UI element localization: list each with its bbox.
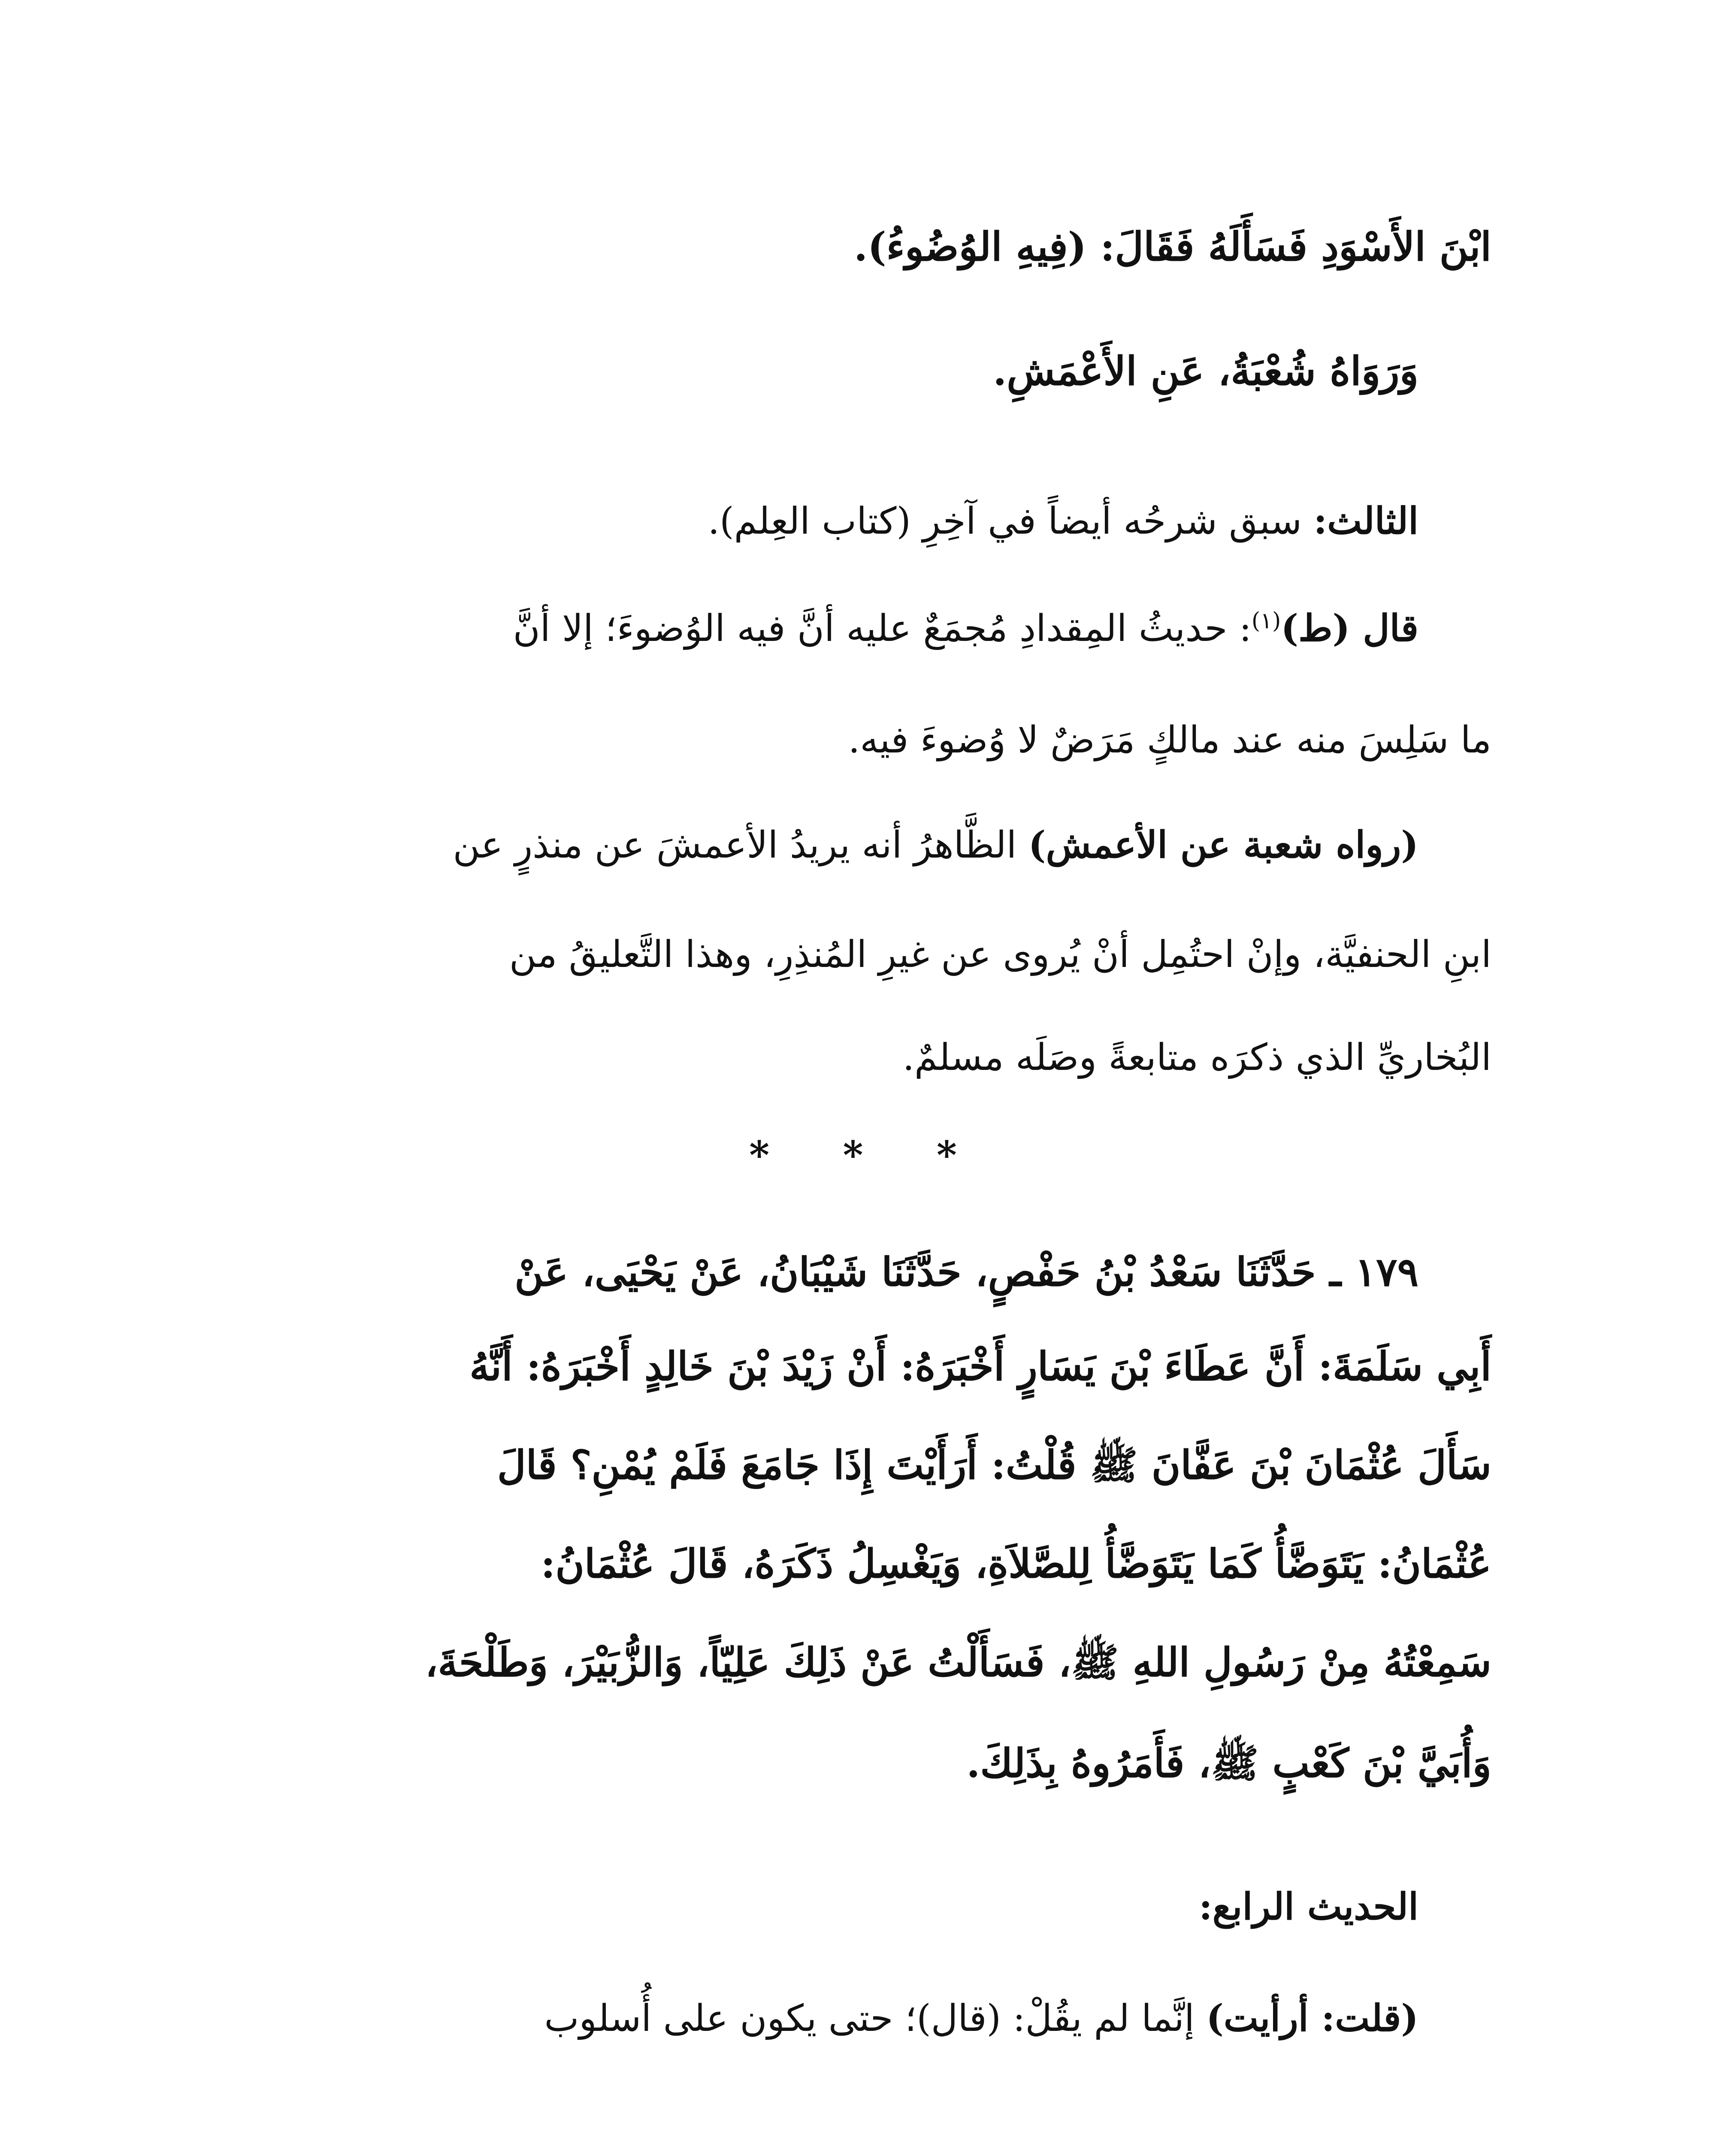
hadith-quote-line-1: ابْنَ الأَسْوَدِ فَسَأَلَهُ فَقَالَ: (فِيهِ الوُضُوءُ). bbox=[854, 224, 1491, 270]
hadith-179-line-3: سَأَلَ عُثْمَانَ بْنَ عَفَّانَ ﷺ قُلْتُ: أَرَأَيْتَ إِذَا جَامَعَ فَلَمْ يُمْنِ؟ قَالَ bbox=[497, 1442, 1491, 1488]
commentary-qal-line-1 bbox=[240, 601, 1418, 656]
section-separator: * * * bbox=[749, 1133, 987, 1178]
qal-text-1: : حديثُ المِقدادِ مُجمَعٌ عليه أنَّ فيه الوُضوءَ؛ إلا أنَّ bbox=[513, 607, 1252, 650]
third-text: سبق شرحُه أيضاً في آخِرِ (كتاب العِلم). bbox=[708, 500, 1314, 543]
third-label: الثالث: bbox=[1313, 499, 1418, 543]
qal-label: قال (ط) bbox=[1281, 607, 1418, 650]
section-heading-fourth-hadith: الحديث الرابع: bbox=[1199, 1885, 1418, 1928]
hadith-179-line-4: عُثْمَانُ: يَتَوَضَّأُ كَمَا يَتَوَضَّأُ لِلصَّلاَةِ، وَيَغْسِلُ ذَكَرَهُ، قَالَ عُثْمَانُ: bbox=[541, 1541, 1491, 1587]
hadith-quote-line-2: وَرَوَاهُ شُعْبَةُ، عَنِ الأَعْمَشِ. bbox=[993, 348, 1418, 394]
commentary-rawah-line-2: ابنِ الحنفيَّة، وإنْ احتُمِل أنْ يُروى عن غيرِ المُنذِرِ، وهذا التَّعليقُ من bbox=[509, 933, 1491, 976]
commentary-third-line bbox=[240, 493, 1418, 549]
qult-label: (قلت: أرأيت) bbox=[1206, 1997, 1418, 2040]
rawah-text-1: الظَّاهرُ أنه يريدُ الأعمشَ عن منذرٍ عن bbox=[453, 824, 1028, 867]
commentary-qult-line bbox=[240, 1991, 1418, 2046]
hadith-179-line-1: ١٧٩ ـ حَدَّثَنَا سَعْدُ بْنُ حَفْصٍ، حَدَّثَنَا شَيْبَانُ، عَنْ يَحْيَى، عَنْ bbox=[514, 1249, 1418, 1295]
commentary-rawah-line-1 bbox=[240, 817, 1418, 873]
commentary-qal-line-2: ما سَلِسَ منه عند مالكٍ مَرَضٌ لا وُضوءَ فيه. bbox=[848, 719, 1491, 761]
qult-text: إنَّما لم يقُلْ: (قال)؛ حتى يكون على أُسلوب bbox=[544, 1997, 1207, 2040]
hadith-179-line-2: أَبِي سَلَمَةَ: أَنَّ عَطَاءَ بْنَ يَسَارٍ أَخْبَرَهُ: أَنْ زَيْدَ بْنَ خَالِدٍ أَخْبَرَهُ: أَنَّهُ bbox=[469, 1343, 1491, 1390]
hadith-179-line-6: وَأُبَيَّ بْنَ كَعْبٍ ﷺ، فَأَمَرُوهُ بِذَلِكَ. bbox=[966, 1740, 1491, 1786]
hadith-179-line-5: سَمِعْتُهُ مِنْ رَسُولِ اللهِ ﷺ، فَسَأَلْتُ عَنْ ذَلِكَ عَلِيّاً، وَالزُّبَيْرَ، وَطَلْحَةَ، bbox=[425, 1639, 1491, 1686]
footnote-marker: (١) bbox=[1251, 608, 1281, 634]
commentary-rawah-line-3: البُخاريِّ الذي ذكرَه متابعةً وصَلَه مسلمٌ. bbox=[902, 1036, 1491, 1079]
rawah-label: (رواه شعبة عن الأعمش) bbox=[1028, 823, 1418, 867]
